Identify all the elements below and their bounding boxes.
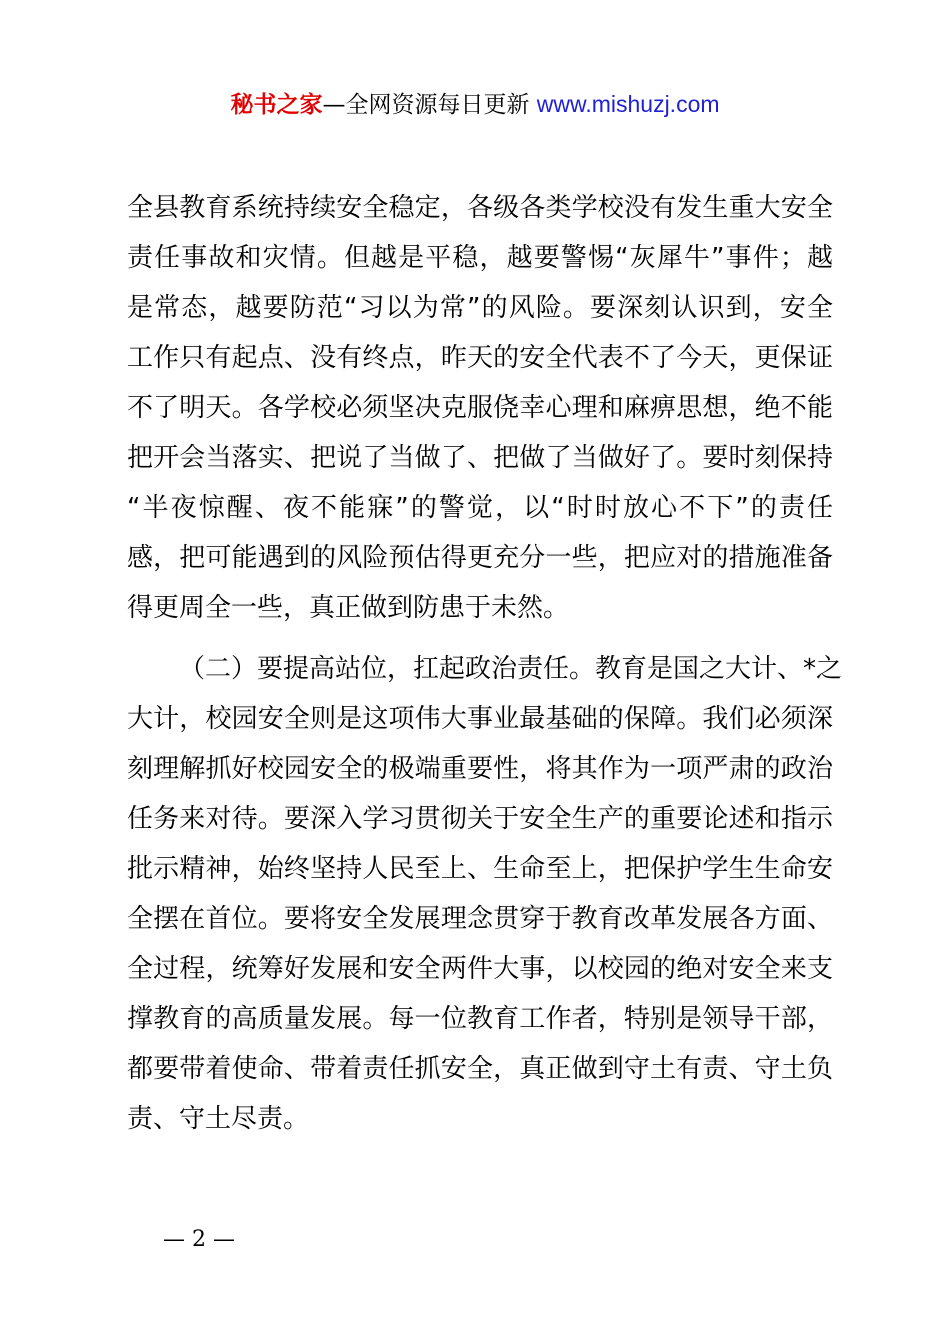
text-line: 不了明天。各学校必须坚决克服侥幸心理和麻痹思想，绝不能 [127, 393, 833, 423]
site-header [0, 86, 950, 123]
text-line: 工作只有起点、没有终点，昨天的安全代表不了今天，更保证 [127, 343, 833, 373]
site-url[interactable]: www.mishuzj.com [536, 91, 720, 117]
text-line: 得更周全一些，真正做到防患于未然。 [127, 593, 570, 623]
text-line: 大计，校园安全则是这项伟大事业最基础的保障。我们必须深 [127, 704, 833, 734]
page-number: — 2 — [163, 1227, 235, 1252]
text-line: 责、守土尽责。 [127, 1104, 310, 1134]
text-line: 刻理解抓好校园安全的极端重要性，将其作为一项严肃的政治 [127, 754, 833, 784]
text-line: 全摆在首位。要将安全发展理念贯穿于教育改革发展各方面、 [127, 904, 833, 934]
text-line: 感，把可能遇到的风险预估得更充分一些，把应对的措施准备 [127, 543, 833, 573]
header-tagline: —全网资源每日更新 [322, 92, 530, 118]
text-line: 撑教育的高质量发展。每一位教育工作者，特别是领导干部， [127, 1004, 833, 1034]
paragraph-2 [127, 644, 843, 1144]
text-line: “半夜惊醒、夜不能寐”的警觉，以“时时放心不下”的责任 [127, 493, 833, 523]
text-line: 全过程，统筹好发展和安全两件大事，以校园的绝对安全来支 [127, 954, 833, 984]
text-line: 把开会当落实、把说了当做了、把做了当做好了。要时刻保持 [127, 443, 833, 473]
section-heading-line: （二）要提高站位，扛起政治责任。教育是国之大计、*之 [179, 654, 843, 684]
paragraph-gap [127, 633, 833, 644]
paragraph-1 [127, 183, 833, 633]
text-line: 全县教育系统持续安全稳定，各级各类学校没有发生重大安全 [127, 193, 833, 223]
document-body [127, 183, 843, 1144]
text-line: 任务来对待。要深入学习贯彻关于安全生产的重要论述和指示 [127, 804, 833, 834]
text-line: 是常态，越要防范“习以为常”的风险。要深刻认识到，安全 [127, 293, 833, 323]
text-line: 批示精神，始终坚持人民至上、生命至上，把保护学生生命安 [127, 854, 833, 884]
text-line: 都要带着使命、带着责任抓安全，真正做到守土有责、守土负 [127, 1054, 833, 1084]
brand-name: 秘书之家 [230, 92, 323, 118]
text-line: 责任事故和灾情。但越是平稳，越要警惕“灰犀牛”事件；越 [127, 243, 833, 273]
